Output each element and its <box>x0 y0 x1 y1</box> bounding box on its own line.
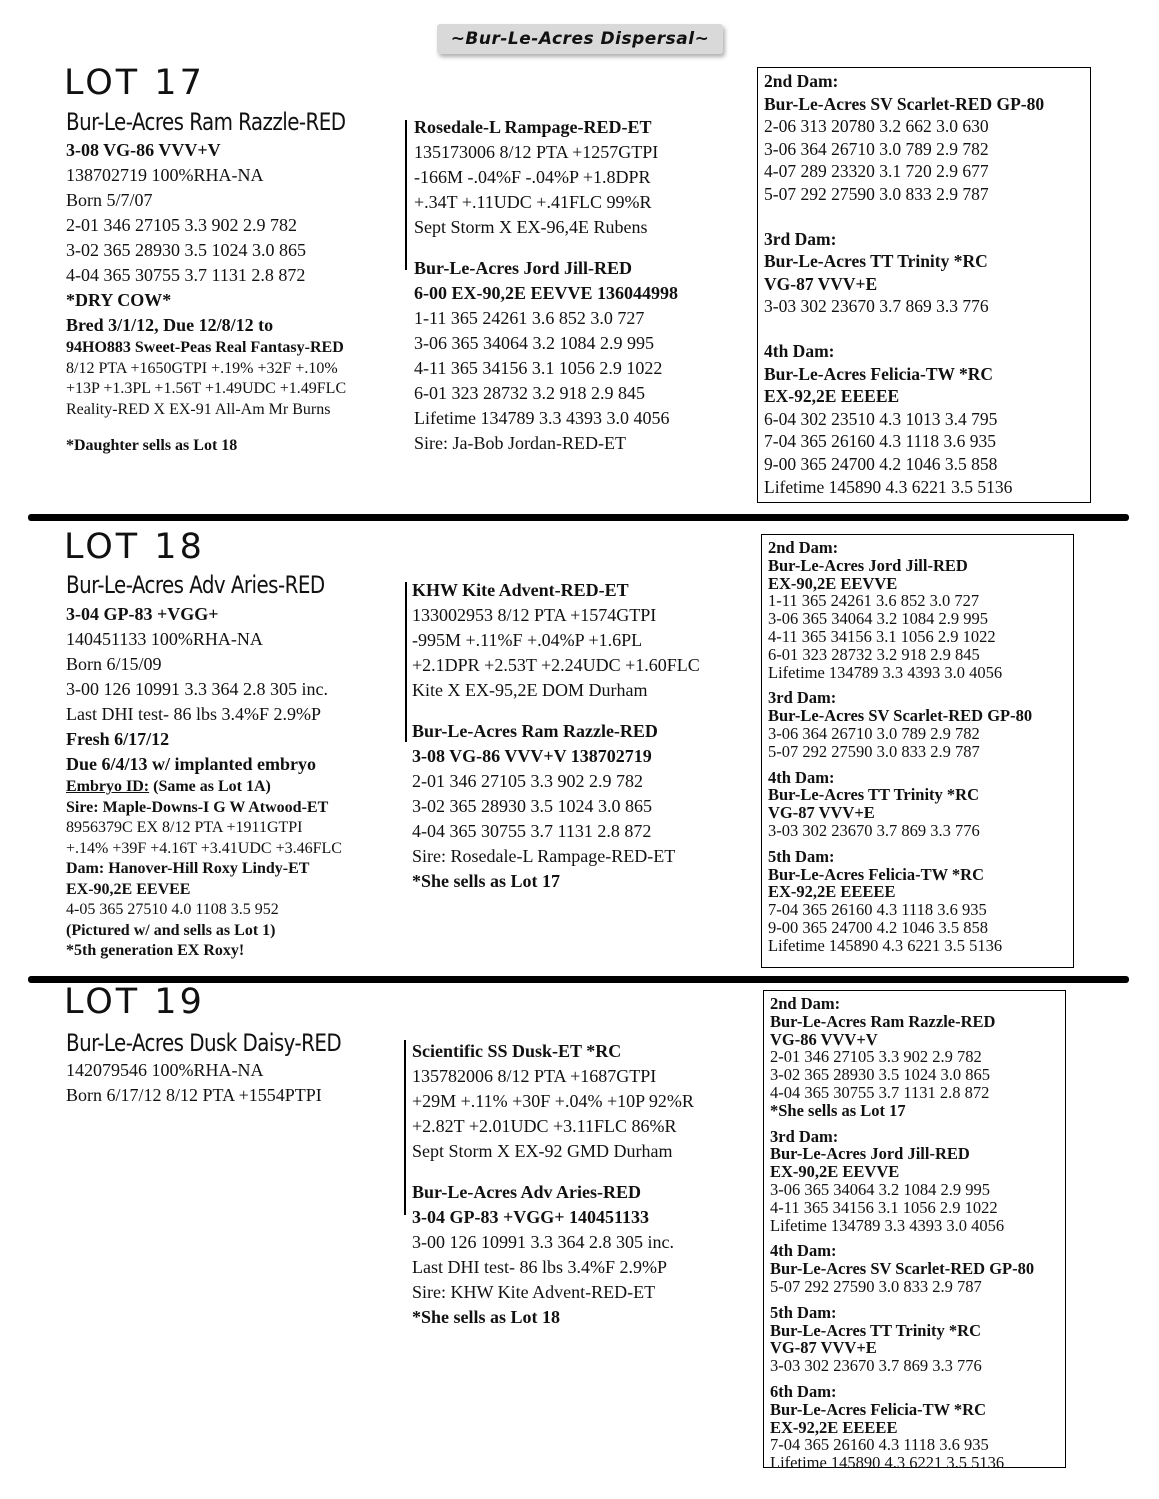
text-line: Bur-Le-Acres Felicia-TW *RC <box>768 864 984 884</box>
text-line: 6-00 EX-90,2E EEVVE 136044998 <box>414 283 679 303</box>
text-line: 7-04 365 26160 4.3 1118 3.6 935 <box>768 900 987 920</box>
text-line: 135173006 8/12 PTA +1257GTPI <box>414 142 659 162</box>
text-line: 3-06 364 26710 3.0 789 2.9 782 <box>768 723 980 743</box>
text-line: EX-90,2E EEVVE <box>770 1162 900 1182</box>
text-line: 5-07 292 27590 3.0 833 2.9 787 <box>768 741 980 761</box>
lot-17-pedigree <box>414 115 678 456</box>
text-line: 4-04 365 30755 3.7 1131 2.8 872 <box>66 265 306 285</box>
text-line: 1-11 365 24261 3.6 852 3.0 727 <box>768 591 980 611</box>
text-line: Sept Storm X EX-96,4E Rubens <box>414 217 648 237</box>
text-line: 4-11 365 34156 3.1 1056 2.9 1022 <box>770 1197 998 1217</box>
text-line: 4-07 289 23320 3.1 720 2.9 677 <box>764 161 989 182</box>
text-line: Dam: Hanover-Hill Roxy Lindy-ET <box>66 860 310 877</box>
text-line: *Daughter sells as Lot 18 <box>66 437 238 454</box>
text-line: Born 5/7/07 <box>66 190 153 210</box>
text-line: 9-00 365 24700 4.2 1046 3.5 858 <box>768 917 988 937</box>
text-line: Sire: KHW Kite Advent-RED-ET <box>412 1282 656 1302</box>
text-line: *She sells as Lot 17 <box>770 1100 906 1120</box>
text-line: -166M -.04%F -.04%P +1.8DPR <box>414 167 651 187</box>
lot-19-cow-name: Bur-Le-Acres Dusk Daisy-RED <box>66 1029 342 1057</box>
text-line: Sire: Maple-Downs-I G W Atwood-ET <box>66 798 329 816</box>
text-line: 4-11 365 34156 3.1 1056 2.9 1022 <box>768 626 996 646</box>
lot-18-pedigree <box>412 578 700 894</box>
text-line: EX-92,2E EEEEE <box>764 386 900 407</box>
text-line: EX-92,2E EEEEE <box>770 1417 898 1437</box>
lot-17-dam-box <box>757 67 1091 503</box>
text-line: +.34T +.11UDC +.41FLC 99%R <box>414 192 652 212</box>
text-line: 94HO883 Sweet-Peas Real Fantasy-RED <box>66 339 344 356</box>
text-line: 7-04 365 26160 4.3 1118 3.6 935 <box>764 431 997 452</box>
text-line: Sept Storm X EX-92 GMD Durham <box>412 1141 673 1161</box>
text-line: Last DHI test- 86 lbs 3.4%F 2.9%P <box>412 1257 667 1277</box>
text-line: Bur-Le-Acres TT Trinity *RC <box>764 251 988 272</box>
text-line: Sire: Ja-Bob Jordan-RED-ET <box>414 433 626 453</box>
text-line: 2nd Dam: <box>770 994 841 1013</box>
text-line: *5th generation EX Roxy! <box>66 942 245 959</box>
text-line: Bur-Le-Acres Felicia-TW *RC <box>770 1399 986 1419</box>
text-line: 5th Dam: <box>770 1302 837 1322</box>
text-line: 6-01 323 28732 3.2 918 2.9 845 <box>414 383 645 403</box>
text-line: 3-04 GP-83 +VGG+ <box>66 604 219 624</box>
embryo-id-label: Embryo ID: <box>66 778 150 795</box>
text-line: 7-04 365 26160 4.3 1118 3.6 935 <box>770 1435 989 1455</box>
text-line: 9-00 365 24700 4.2 1046 3.5 858 <box>764 453 998 474</box>
text-line: Bur-Le-Acres TT Trinity *RC <box>768 785 979 805</box>
text-line: 4-11 365 34156 3.1 1056 2.9 1022 <box>414 358 663 378</box>
text-line: 3-03 302 23670 3.7 869 3.3 776 <box>770 1356 982 1376</box>
text-line: Lifetime 134789 3.3 4393 3.0 4056 <box>414 408 670 428</box>
lot-17-cow-name: Bur-Le-Acres Ram Razzle-RED <box>66 108 346 136</box>
text-line: Bur-Le-Acres Jord Jill-RED <box>770 1144 970 1164</box>
text-line: EX-90,2E EEVVE <box>768 573 898 593</box>
text-line: +13P +1.3PL +1.56T +1.49UDC +1.49FLC <box>66 380 347 397</box>
text-line: Bur-Le-Acres Felicia-TW *RC <box>764 363 994 384</box>
text-line: Bur-Le-Acres Ram Razzle-RED <box>770 1011 996 1031</box>
text-line: 3-08 VG-86 VVV+V <box>66 140 221 160</box>
text-line: Bur-Le-Acres SV Scarlet-RED GP-80 <box>768 706 1033 726</box>
lot-17-separator <box>405 120 407 270</box>
spacer <box>414 240 678 256</box>
text-line: 138702719 100%RHA-NA <box>66 165 264 185</box>
text-line: 3-03 302 23670 3.7 869 3.3 776 <box>768 820 980 840</box>
text-line: 4-04 365 30755 3.7 1131 2.8 872 <box>412 821 652 841</box>
text-line: Last DHI test- 86 lbs 3.4%F 2.9%P <box>66 704 321 724</box>
text-line: VG-87 VVV+E <box>764 273 878 294</box>
text-line: 135782006 8/12 PTA +1687GTPI <box>412 1066 657 1086</box>
text-line: 3-06 365 34064 3.2 1084 2.9 995 <box>414 333 654 353</box>
lot-18-dam-box <box>761 534 1074 968</box>
page-banner: ~Bur-Le-Acres Dispersal~ <box>437 24 723 54</box>
lot-18-label: LOT 18 <box>64 527 205 567</box>
text-line: Lifetime 145890 4.3 6221 3.5 5136 <box>770 1453 1005 1473</box>
text-line: EX-90,2E EEVEE <box>66 880 191 898</box>
text-line: 3-06 364 26710 3.0 789 2.9 782 <box>764 138 989 159</box>
text-line: 4th Dam: <box>770 1241 837 1261</box>
text-line: 140451133 100%RHA-NA <box>66 629 263 649</box>
spacer <box>764 318 1084 340</box>
text-line: Reality-RED X EX-91 All-Am Mr Burns <box>66 400 331 418</box>
text-line: 6th Dam: <box>770 1381 837 1401</box>
text-line: Bred 3/1/12, Due 12/8/12 to <box>66 315 274 335</box>
text-line: Born 6/17/12 8/12 PTA +1554PTPI <box>66 1085 322 1105</box>
text-line: 3-00 126 10991 3.3 364 2.8 305 inc. <box>66 679 328 699</box>
spacer <box>412 1164 694 1180</box>
text-line: +2.82T +2.01UDC +3.11FLC 86%R <box>412 1116 677 1136</box>
text-line: VG-87 VVV+E <box>768 803 875 823</box>
text-line: 2-06 313 20780 3.2 662 3.0 630 <box>764 116 989 137</box>
text-line: 5-07 292 27590 3.0 833 2.9 787 <box>770 1276 982 1296</box>
text-line: 3-00 126 10991 3.3 364 2.8 305 inc. <box>412 1232 674 1252</box>
text-line: 6-01 323 28732 3.2 918 2.9 845 <box>768 644 980 664</box>
text-line: *She sells as Lot 17 <box>412 871 561 891</box>
text-line: +2.1DPR +2.53T +2.24UDC +1.60FLC <box>412 655 700 675</box>
text-line: (Pictured w/ and sells as Lot 1) <box>66 921 276 939</box>
text-line: 3-06 365 34064 3.2 1084 2.9 995 <box>768 609 988 629</box>
embryo-id-note: (Same as Lot 1A) <box>149 778 271 795</box>
text-line: +.14% +39F +4.16T +3.41UDC +3.46FLC <box>66 839 342 857</box>
text-line: 2nd Dam: <box>768 538 839 557</box>
text-line: Bur-Le-Acres TT Trinity *RC <box>770 1320 981 1340</box>
text-line: 3-03 302 23670 3.7 869 3.3 776 <box>764 296 989 317</box>
text-line: 3rd Dam: <box>770 1126 839 1146</box>
text-line: Scientific SS Dusk-ET *RC <box>412 1041 622 1061</box>
text-line: 3-06 365 34064 3.2 1084 2.9 995 <box>770 1179 990 1199</box>
lot-18-cow-name: Bur-Le-Acres Adv Aries-RED <box>66 571 325 599</box>
section-divider-1 <box>28 514 1129 521</box>
text-line: 5-07 292 27590 3.0 833 2.9 787 <box>764 183 989 204</box>
spacer <box>412 703 700 719</box>
spacer <box>764 206 1084 228</box>
text-line: Kite X EX-95,2E DOM Durham <box>412 680 648 700</box>
text-line: VG-86 VVV+V <box>770 1029 878 1049</box>
text-line: Bur-Le-Acres SV Scarlet-RED GP-80 <box>770 1259 1035 1279</box>
text-line: Fresh 6/17/12 <box>66 729 170 749</box>
text-line: 2-01 346 27105 3.3 902 2.9 782 <box>770 1047 982 1067</box>
text-line: EX-92,2E EEEEE <box>768 882 896 902</box>
text-line: Bur-Le-Acres Adv Aries-RED <box>412 1182 641 1202</box>
lot-19-dam-box <box>763 990 1066 1473</box>
text-line: +29M +.11% +30F +.04% +10P 92%R <box>412 1091 694 1111</box>
text-line: Lifetime 145890 4.3 6221 3.5 5136 <box>764 476 1013 497</box>
text-line: 3rd Dam: <box>768 688 837 708</box>
text-line: 3-04 GP-83 +VGG+ 140451133 <box>412 1207 650 1227</box>
embryo-id-line <box>66 777 342 798</box>
text-line: 4th Dam: <box>764 340 835 361</box>
text-line: 3-08 VG-86 VVV+V 138702719 <box>412 746 652 766</box>
text-line: 3rd Dam: <box>764 228 837 249</box>
lot-18-separator <box>405 582 407 742</box>
lot-19-info <box>66 1058 322 1108</box>
text-line: Bur-Le-Acres Ram Razzle-RED <box>412 721 658 741</box>
lot-17-label: LOT 17 <box>64 63 205 103</box>
text-line: 8/12 PTA +1650GTPI +.19% +32F +.10% <box>66 359 338 377</box>
text-line: Sire: Rosedale-L Rampage-RED-ET <box>412 846 676 866</box>
text-line: 8956379C EX 8/12 PTA +1911GTPI <box>66 819 303 836</box>
text-line: KHW Kite Advent-RED-ET <box>412 580 629 600</box>
lot-19-separator <box>404 1040 406 1215</box>
text-line: Born 6/15/09 <box>66 654 162 674</box>
text-line: 6-04 302 23510 4.3 1013 3.4 795 <box>764 408 998 429</box>
text-line: 4-05 365 27510 4.0 1108 3.5 952 <box>66 901 279 918</box>
text-line: -995M +.11%F +.04%P +1.6PL <box>412 630 643 650</box>
text-line: 4th Dam: <box>768 767 835 787</box>
text-line: 3-02 365 28930 3.5 1024 3.0 865 <box>66 240 306 260</box>
spacer <box>66 420 346 436</box>
text-line: 133002953 8/12 PTA +1574GTPI <box>412 605 657 625</box>
text-line: 1-11 365 24261 3.6 852 3.0 727 <box>414 308 645 328</box>
text-line: *She sells as Lot 18 <box>412 1307 561 1327</box>
lot-17-info <box>66 138 346 457</box>
text-line: Rosedale-L Rampage-RED-ET <box>414 117 652 137</box>
text-line: Bur-Le-Acres Jord Jill-RED <box>768 555 968 575</box>
text-line: 4-04 365 30755 3.7 1131 2.8 872 <box>770 1082 990 1102</box>
text-line: Due 6/4/13 w/ implanted embryo <box>66 754 316 774</box>
text-line: Lifetime 134789 3.3 4393 3.0 4056 <box>770 1215 1005 1235</box>
lot-19-label: LOT 19 <box>64 982 205 1022</box>
lot-19-pedigree <box>412 1039 694 1330</box>
text-line: Lifetime 134789 3.3 4393 3.0 4056 <box>768 662 1003 682</box>
text-line: *DRY COW* <box>66 290 172 310</box>
text-line: Lifetime 145890 4.3 6221 3.5 5136 <box>768 935 1003 955</box>
text-line: 2-01 346 27105 3.3 902 2.9 782 <box>412 771 643 791</box>
text-line: VG-87 VVV+E <box>770 1338 877 1358</box>
text-line: 2-01 346 27105 3.3 902 2.9 782 <box>66 215 297 235</box>
text-line: 5th Dam: <box>768 846 835 866</box>
text-line: 142079546 100%RHA-NA <box>66 1060 264 1080</box>
text-line: 2nd Dam: <box>764 71 839 91</box>
text-line: 3-02 365 28930 3.5 1024 3.0 865 <box>412 796 652 816</box>
text-line: Bur-Le-Acres SV Scarlet-RED GP-80 <box>764 93 1045 114</box>
lot-18-info <box>66 602 342 962</box>
text-line: Bur-Le-Acres Jord Jill-RED <box>414 258 632 278</box>
text-line: 3-02 365 28930 3.5 1024 3.0 865 <box>770 1065 990 1085</box>
